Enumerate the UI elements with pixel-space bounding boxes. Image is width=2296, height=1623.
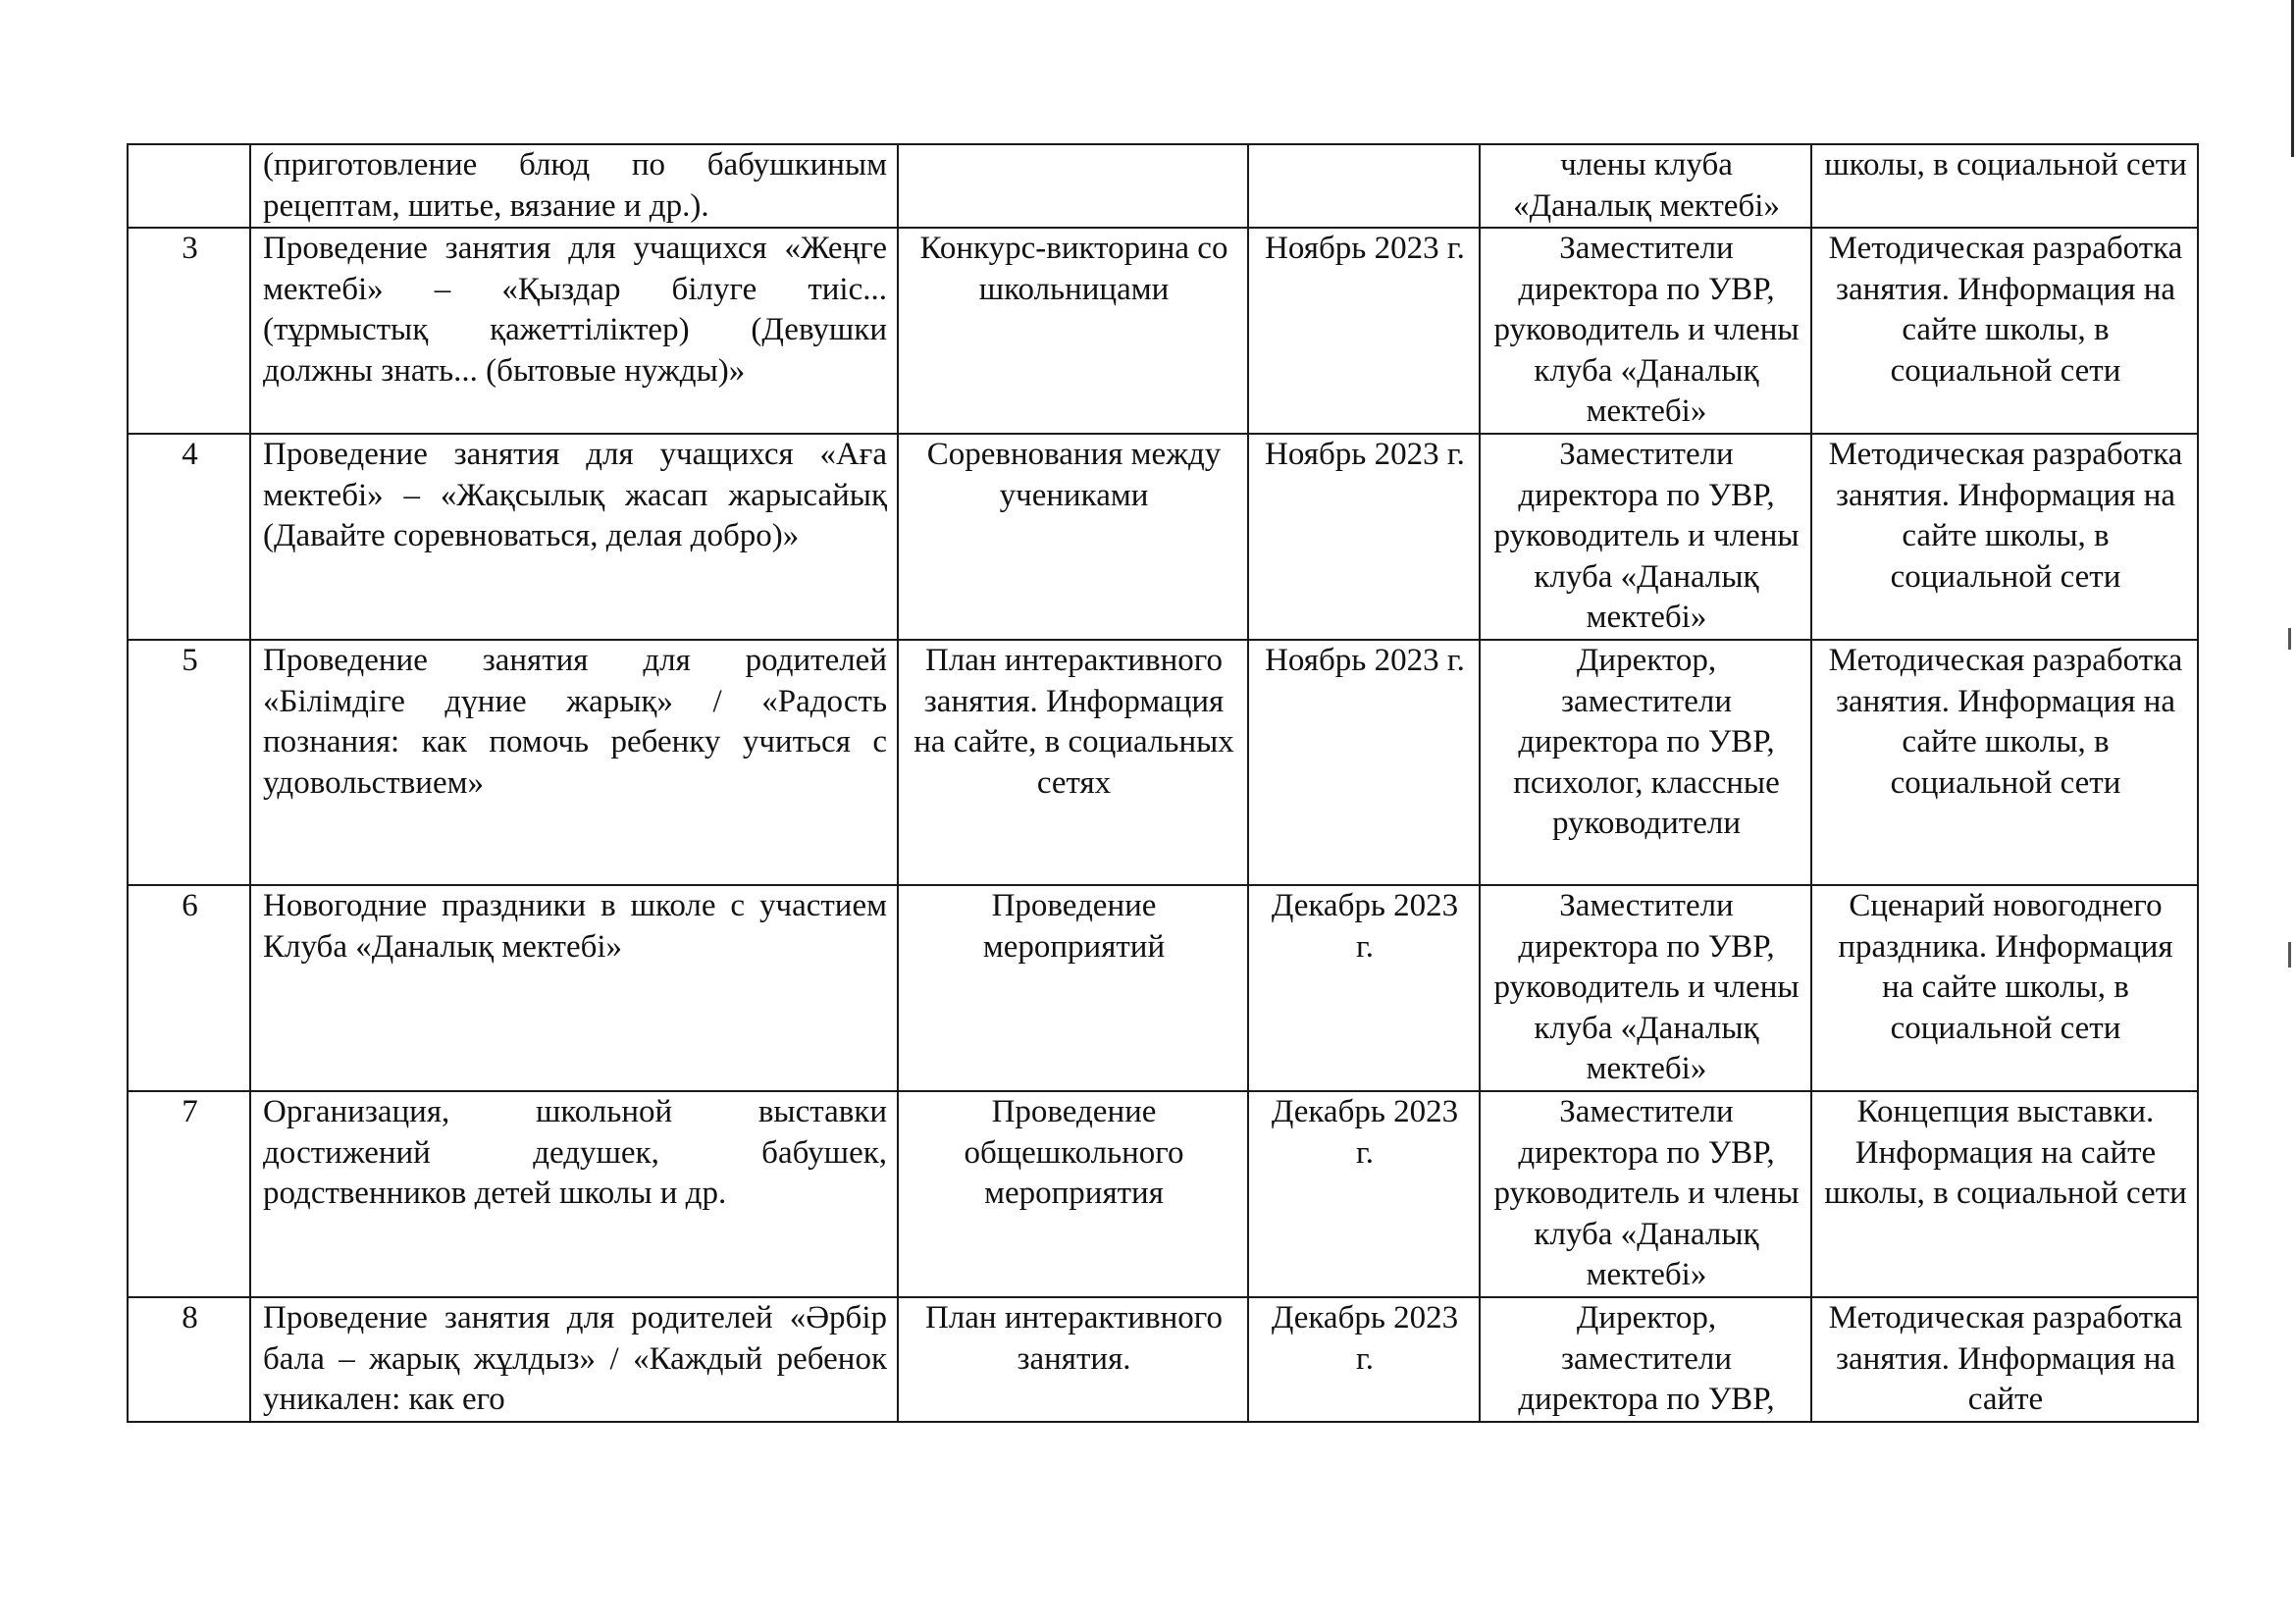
event-cell: (приготовление блюд по бабушкиным рецептам, шитье, вязание и др.). bbox=[250, 144, 898, 228]
date-cell: Ноябрь 2023 г. bbox=[1248, 228, 1480, 434]
event-cell: Проведение занятия для учащихся «Аға мектебі» – «Жақсылық жасап жарысайық (Давайте соревноваться, делая добро)» bbox=[250, 434, 898, 640]
scan-edge-mark bbox=[2288, 942, 2291, 968]
table-row bbox=[128, 640, 2198, 885]
table-row bbox=[128, 885, 2198, 1091]
responsible-cell: Заместители директора по УВР, руководитель и члены клуба «Даналық мектебі» bbox=[1480, 434, 1811, 640]
event-cell: Организация, школьной выставки достижений дедушек, бабушек, родственников детей школы и др. bbox=[250, 1091, 898, 1297]
form-cell: План интерактивного занятия. Информация на сайте, в социальных сетях bbox=[898, 640, 1248, 885]
result-cell: школы, в социальной сети bbox=[1811, 144, 2198, 228]
row-number: 7 bbox=[128, 1091, 250, 1297]
event-cell: Новогодние праздники в школе с участием Клуба «Даналық мектебі» bbox=[250, 885, 898, 1091]
scan-edge-line bbox=[2291, 0, 2294, 157]
responsible-cell: члены клуба «Даналық мектебі» bbox=[1480, 144, 1811, 228]
responsible-cell: Заместители директора по УВР, руководитель и члены клуба «Даналық мектебі» bbox=[1480, 885, 1811, 1091]
responsible-cell: Заместители директора по УВР, руководитель и члены клуба «Даналық мектебі» bbox=[1480, 228, 1811, 434]
row-number: 3 bbox=[128, 228, 250, 434]
date-cell: Ноябрь 2023 г. bbox=[1248, 640, 1480, 885]
event-cell: Проведение занятия для родителей «Білімдіге дүние жарық» / «Радость познания: как помочь ребенку учиться с удовольствием» bbox=[250, 640, 898, 885]
date-cell: Декабрь 2023 г. bbox=[1248, 1297, 1480, 1422]
table-row bbox=[128, 228, 2198, 434]
form-cell bbox=[898, 144, 1248, 228]
table-row bbox=[128, 1091, 2198, 1297]
table-row bbox=[128, 434, 2198, 640]
form-cell: Проведение общешкольного мероприятия bbox=[898, 1091, 1248, 1297]
responsible-cell: Директор, заместители директора по УВР, психолог, классные руководители bbox=[1480, 640, 1811, 885]
result-cell: Концепция выставки. Информация на сайте школы, в социальной сети bbox=[1811, 1091, 2198, 1297]
form-cell: План интерактивного занятия. bbox=[898, 1297, 1248, 1422]
row-number: 5 bbox=[128, 640, 250, 885]
table-row bbox=[128, 144, 2198, 228]
date-cell: Декабрь 2023 г. bbox=[1248, 1091, 1480, 1297]
form-cell: Проведение мероприятий bbox=[898, 885, 1248, 1091]
responsible-cell: Директор, заместители директора по УВР, bbox=[1480, 1297, 1811, 1422]
responsible-cell: Заместители директора по УВР, руководитель и члены клуба «Даналық мектебі» bbox=[1480, 1091, 1811, 1297]
date-cell: Декабрь 2023 г. bbox=[1248, 885, 1480, 1091]
event-cell: Проведение занятия для учащихся «Жеңге мектебі» – «Қыздар білуге тиіс... (тұрмыстық қажеттіліктер) (Девушки должны знать... (бытовые нужды)» bbox=[250, 228, 898, 434]
date-cell bbox=[1248, 144, 1480, 228]
result-cell: Методическая разработка занятия. Информация на сайте школы, в социальной сети bbox=[1811, 434, 2198, 640]
scan-edge-mark bbox=[2288, 628, 2291, 650]
form-cell: Конкурс-викторина со школьницами bbox=[898, 228, 1248, 434]
row-number: 6 bbox=[128, 885, 250, 1091]
event-cell: Проведение занятия для родителей «Әрбір бала – жарық жұлдыз» / «Каждый ребенок уникален: как его bbox=[250, 1297, 898, 1422]
date-cell: Ноябрь 2023 г. bbox=[1248, 434, 1480, 640]
plan-table bbox=[127, 143, 2199, 1423]
row-number: 4 bbox=[128, 434, 250, 640]
form-cell: Соревнования между учениками bbox=[898, 434, 1248, 640]
table-row bbox=[128, 1297, 2198, 1422]
row-number: 8 bbox=[128, 1297, 250, 1422]
result-cell: Методическая разработка занятия. Информация на сайте школы, в социальной сети bbox=[1811, 640, 2198, 885]
result-cell: Методическая разработка занятия. Информация на сайте школы, в социальной сети bbox=[1811, 228, 2198, 434]
result-cell: Методическая разработка занятия. Информация на сайте bbox=[1811, 1297, 2198, 1422]
result-cell: Сценарий новогоднего праздника. Информация на сайте школы, в социальной сети bbox=[1811, 885, 2198, 1091]
row-number bbox=[128, 144, 250, 228]
